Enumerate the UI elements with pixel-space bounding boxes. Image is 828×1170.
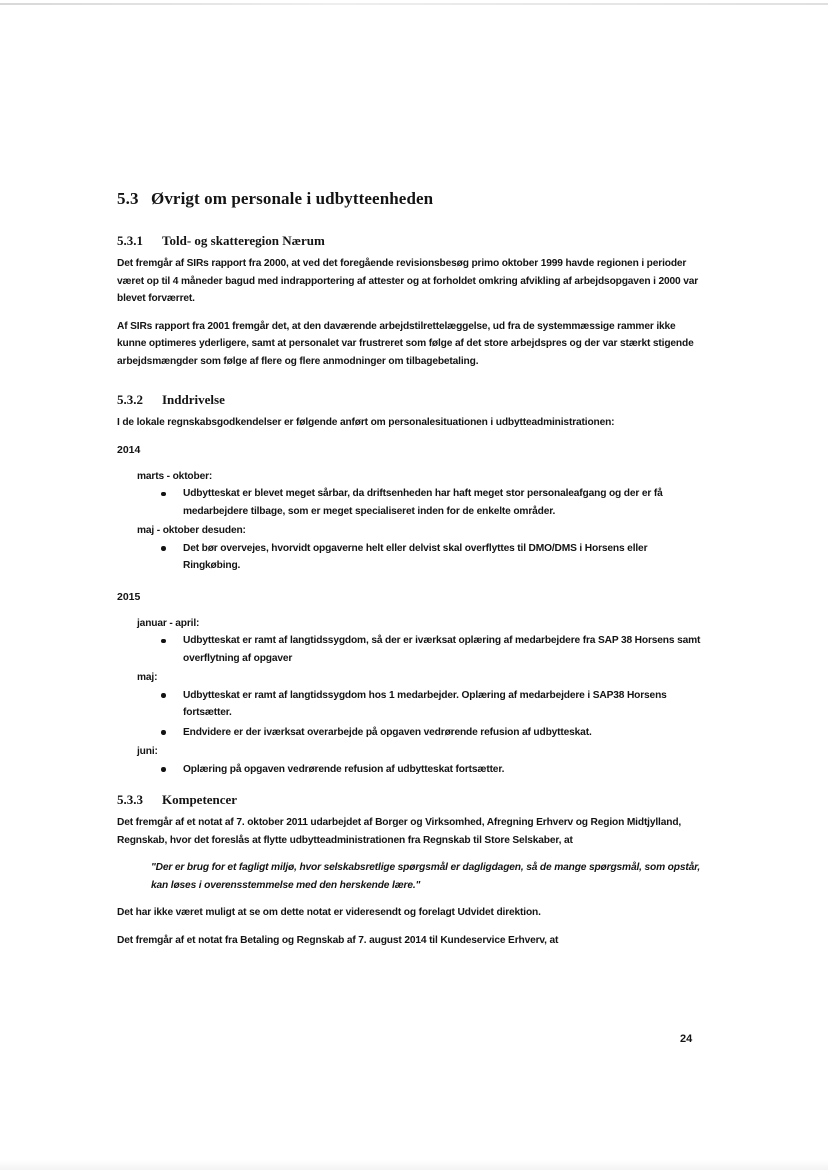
subsection-title: Inddrivelse [162,392,225,407]
subsection-title: Kompetencer [162,792,238,807]
year-label: 2014 [117,443,141,456]
scan-edge-bottom [0,1160,828,1170]
subsection-heading-2 [117,390,702,410]
year-label: 2015 [117,590,141,603]
document-page [117,185,702,959]
period-label: juni: [137,746,158,757]
period-label: maj - oktober desuden: [137,525,246,536]
subsection-heading-1 [117,231,702,251]
paragraph: Det fremgår af et notat af 7. oktober 2011 udarbejdet af Borger og Virksomhed, Afregning Erhverv og Region Midtjylland, Regnskab, hvor det foreslås at flytte udbytteadministrationen fra Regnskab til Store Selskaber, at [117,817,682,846]
bullet-list [117,761,702,779]
subsection-title: Told- og skatteregion Nærum [162,233,325,248]
paragraph: Det fremgår af SIRs rapport fra 2000, at ved det foregående revisionsbesøg primo oktober 1999 havde regionen i perioder været op til 4 måneder bagud med indrapportering af attester og at forholdet omkring afvikling af arbejdsopgaven i 2000 var blevet forværret. [117,258,699,304]
subsection-number: 5.3.1 [117,233,143,248]
period-label: maj: [137,672,158,683]
subsection-number: 5.3.2 [117,392,143,407]
subsection-number: 5.3.3 [117,792,143,807]
list-item: Udbytteskat er ramt af langtidssygdom hos 1 medarbejder. Oplæring af medarbejdere i SAP38 Horsens fortsætter. [161,687,702,722]
paragraph: Af SIRs rapport fra 2001 fremgår det, at den daværende arbejdstilrettelæggelse, ud fra de systemmæssige rammer ikke kunne optimeres yderligere, samt at personalet var frustreret som følge af det store arbejdspres og der var stærkt stigende arbejdsmængder som følge af flere og flere anmodninger om tilbagebetaling. [117,320,694,367]
bullet-list [117,540,702,575]
page-number: 24 [680,1033,693,1045]
block-quote: "Der er brug for et fagligt miljø, hvor selskabsretlige spørgsmål er dagligdagen, så de mange spørgsmål, som opstår, kan løses i overensstemmelse med den herskende lære." [151,862,701,891]
list-item: Endvidere er der iværksat overarbejde på opgaven vedrørende refusion af udbytteskat. [161,724,702,742]
list-item: Oplæring på opgaven vedrørende refusion af udbytteskat fortsætter. [161,761,702,779]
list-item: Udbytteskat er ramt af langtidssygdom, så der er iværksat oplæring af medarbejdere fra SAP 38 Horsens samt overflytning af opgaver [161,632,702,667]
paragraph: Det fremgår af et notat fra Betaling og Regnskab af 7. august 2014 til Kundeservice Erhverv, at [117,934,559,946]
bullet-list [117,485,702,520]
bullet-list [117,632,702,667]
scan-edge-top [0,3,828,5]
list-item: Udbytteskat er blevet meget sårbar, da driftsenheden har haft meget stor personaleafgang og der er få medarbejdere tilbage, som er meget specialiseret inden for de enkelte områder. [161,485,702,520]
section-title: Øvrigt om personale i udbytteenheden [151,189,434,208]
section-number: 5.3 [117,189,139,208]
period-label: marts - oktober: [137,470,213,482]
subsection-heading-3 [117,790,702,810]
list-item: Det bør overvejes, hvorvidt opgaverne helt eller delvist skal overflyttes til DMO/DMS i Horsens eller Ringkøbing. [161,540,702,575]
period-label: januar - april: [137,617,200,629]
paragraph: Det har ikke været muligt at se om dette notat er videresendt og forelagt Udvidet direktion. [117,907,541,918]
paragraph: I de lokale regnskabsgodkendelser er følgende anført om personalesituationen i udbytteadministrationen: [117,417,615,428]
bullet-list [117,687,702,742]
section-heading [117,185,702,213]
